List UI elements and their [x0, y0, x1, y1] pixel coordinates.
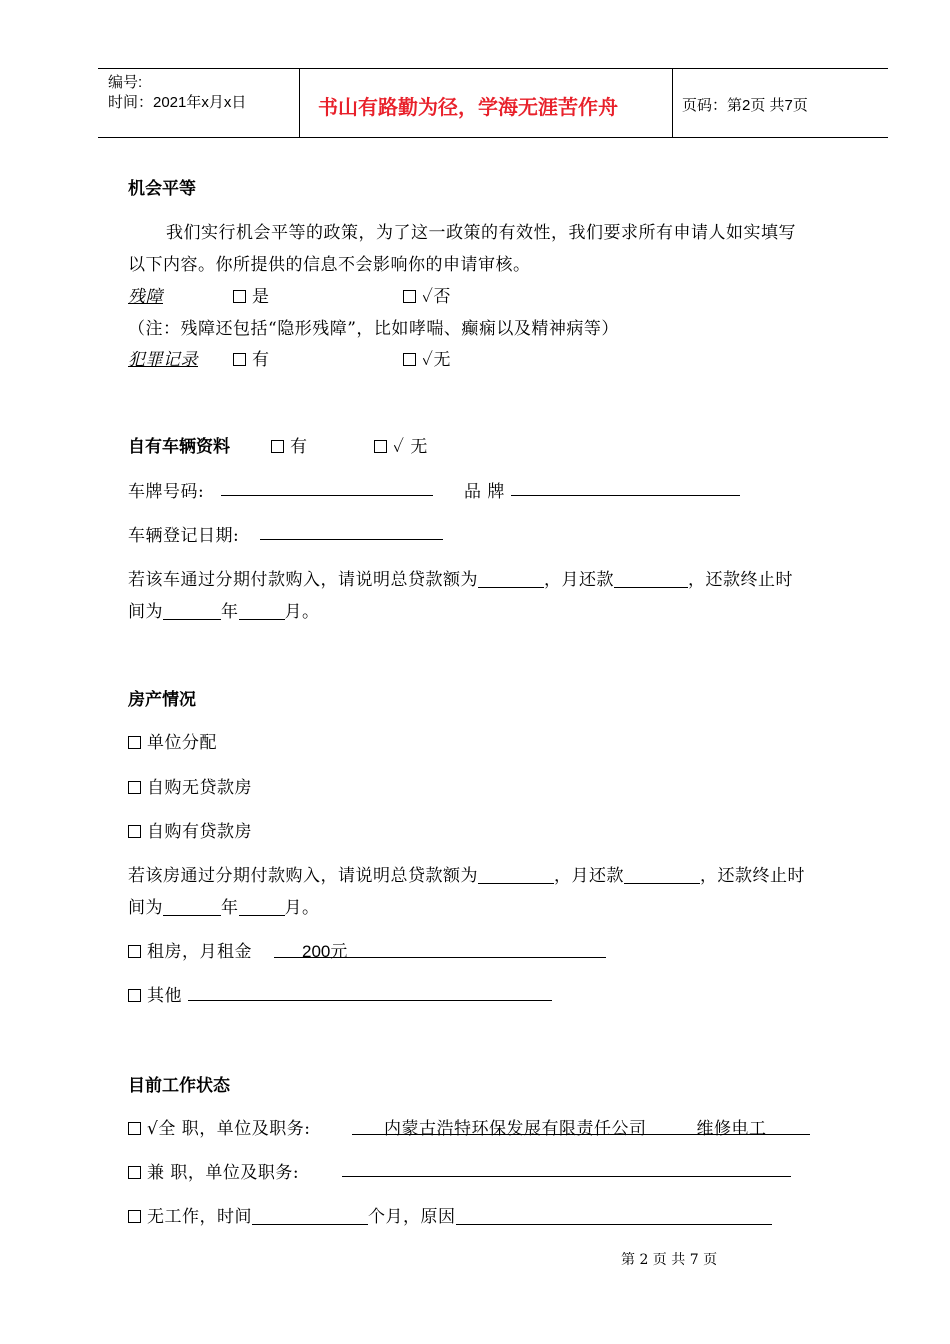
property-loan-line-1: [128, 861, 805, 886]
registration-label: 车辆登记日期:: [128, 526, 240, 546]
checkbox[interactable]: [374, 440, 387, 453]
option-label: 租房，月租金: [147, 942, 252, 962]
position-value: 维修电工: [696, 1119, 767, 1139]
disability-no-option[interactable]: [403, 282, 451, 307]
loan-text: 间为: [128, 602, 163, 622]
equal-paragraph-2: 以下内容。你所提供的信息不会影响你的申请审核。: [128, 255, 531, 275]
checkbox[interactable]: [128, 1122, 141, 1135]
footer-page-number: 第 2 页 共 7 页: [621, 1252, 718, 1268]
property-option-rent[interactable]: [128, 937, 252, 962]
loan-text: ，月还款: [554, 866, 624, 886]
full-time-field[interactable]: [352, 1114, 810, 1139]
loan-end-month-field[interactable]: [239, 898, 285, 916]
loan-text: ，月还款: [544, 570, 614, 590]
header-number: 编号:: [108, 74, 143, 91]
unemployed-reason-field[interactable]: [456, 1207, 772, 1225]
property-option-assigned[interactable]: [128, 728, 217, 753]
crime-label: 犯罪记录: [128, 350, 198, 370]
header-time: 时间：2021年x月x日: [108, 94, 247, 111]
loan-text: ，还款终止时: [700, 866, 805, 886]
work-none-option[interactable]: [128, 1202, 772, 1227]
checkbox[interactable]: [271, 440, 284, 453]
loan-text: 月。: [284, 602, 320, 622]
property-option-no-loan[interactable]: [128, 773, 252, 798]
crime-yes-option[interactable]: [233, 345, 270, 370]
loan-text: 年: [221, 602, 239, 622]
checkbox[interactable]: [128, 945, 141, 958]
option-label: ✓ 无: [393, 437, 428, 457]
property-option-with-loan[interactable]: [128, 817, 252, 842]
option-label: 无工作，时间: [147, 1207, 252, 1227]
header-divider: [672, 69, 673, 137]
option-label: 个月，原因: [368, 1207, 456, 1227]
work-full-time-option[interactable]: [128, 1114, 310, 1139]
option-label: ✓否: [422, 287, 451, 307]
registration-field[interactable]: [260, 522, 443, 540]
vehicle-yes-option[interactable]: [271, 432, 308, 457]
option-label: 单位分配: [147, 733, 217, 753]
loan-end-year-field[interactable]: [163, 898, 221, 916]
header-divider: [299, 69, 300, 137]
loan-text: ，还款终止时: [688, 570, 793, 590]
rent-field[interactable]: [274, 937, 606, 961]
crime-no-option[interactable]: [403, 345, 451, 370]
disability-label: 残障: [128, 287, 163, 307]
checkbox[interactable]: [128, 1166, 141, 1179]
vehicle-no-option[interactable]: [374, 432, 428, 457]
section-title-vehicle: 自有车辆资料: [128, 437, 230, 457]
checkbox[interactable]: [128, 1210, 141, 1223]
checkbox[interactable]: [233, 353, 246, 366]
disability-yes-option[interactable]: [233, 282, 270, 307]
option-label: 有: [290, 437, 308, 457]
plate-field[interactable]: [221, 478, 433, 496]
rent-value: 200元: [302, 942, 348, 961]
brand-field[interactable]: [511, 478, 740, 496]
loan-total-field[interactable]: [478, 570, 544, 588]
checkbox[interactable]: [403, 290, 416, 303]
company-value: 内蒙古浩特环保发展有限责任公司: [384, 1119, 647, 1139]
checkbox[interactable]: [128, 736, 141, 749]
vehicle-loan-line-1: [128, 565, 793, 590]
section-title-work: 目前工作状态: [128, 1076, 230, 1096]
checkbox[interactable]: [128, 781, 141, 794]
option-label: 有: [252, 350, 270, 370]
option-label: 兼 职，单位及职务:: [147, 1163, 300, 1183]
section-title-property: 房产情况: [128, 690, 196, 710]
loan-total-field[interactable]: [478, 866, 554, 884]
option-label: 自购无贷款房: [147, 778, 252, 798]
option-label: ✓无: [422, 350, 451, 370]
option-label: 是: [252, 287, 270, 307]
loan-text: 年: [221, 898, 239, 918]
loan-text: 若该车通过分期付款购入，请说明总贷款额为: [128, 570, 478, 590]
header-motto: 书山有路勤为径，学海无涯苦作舟: [318, 95, 618, 119]
loan-end-month-field[interactable]: [239, 602, 285, 620]
work-part-time-option[interactable]: [128, 1158, 299, 1183]
other-field[interactable]: [188, 983, 552, 1001]
option-label: 自购有贷款房: [147, 822, 252, 842]
section-title-equal: 机会平等: [128, 179, 196, 199]
part-time-field[interactable]: [342, 1159, 791, 1177]
disability-note: （注：残障还包括“隐形残障”，比如哮喘、癫痫以及精神病等）: [128, 319, 619, 339]
unemployed-months-field[interactable]: [252, 1207, 368, 1225]
plate-label: 车牌号码:: [128, 482, 205, 502]
option-label: 其他: [147, 986, 182, 1006]
header-page: 页码：第2页 共7页: [682, 97, 808, 114]
checkbox[interactable]: [233, 290, 246, 303]
vehicle-loan-line-2: [128, 597, 320, 622]
equal-paragraph-1: 我们实行机会平等的政策，为了这一政策的有效性，我们要求所有申请人如实填写: [166, 223, 796, 243]
loan-text: 若该房通过分期付款购入，请说明总贷款额为: [128, 866, 478, 886]
brand-label: 品 牌: [464, 482, 505, 502]
option-label: √全 职，单位及职务:: [147, 1119, 311, 1139]
property-option-other[interactable]: [128, 981, 182, 1006]
checkbox[interactable]: [128, 825, 141, 838]
loan-text: 间为: [128, 898, 163, 918]
checkbox[interactable]: [128, 989, 141, 1002]
loan-text: 月。: [284, 898, 320, 918]
loan-end-year-field[interactable]: [163, 602, 221, 620]
checkbox[interactable]: [403, 353, 416, 366]
monthly-payment-field[interactable]: [614, 570, 688, 588]
property-loan-line-2: [128, 893, 320, 918]
monthly-payment-field[interactable]: [624, 866, 700, 884]
